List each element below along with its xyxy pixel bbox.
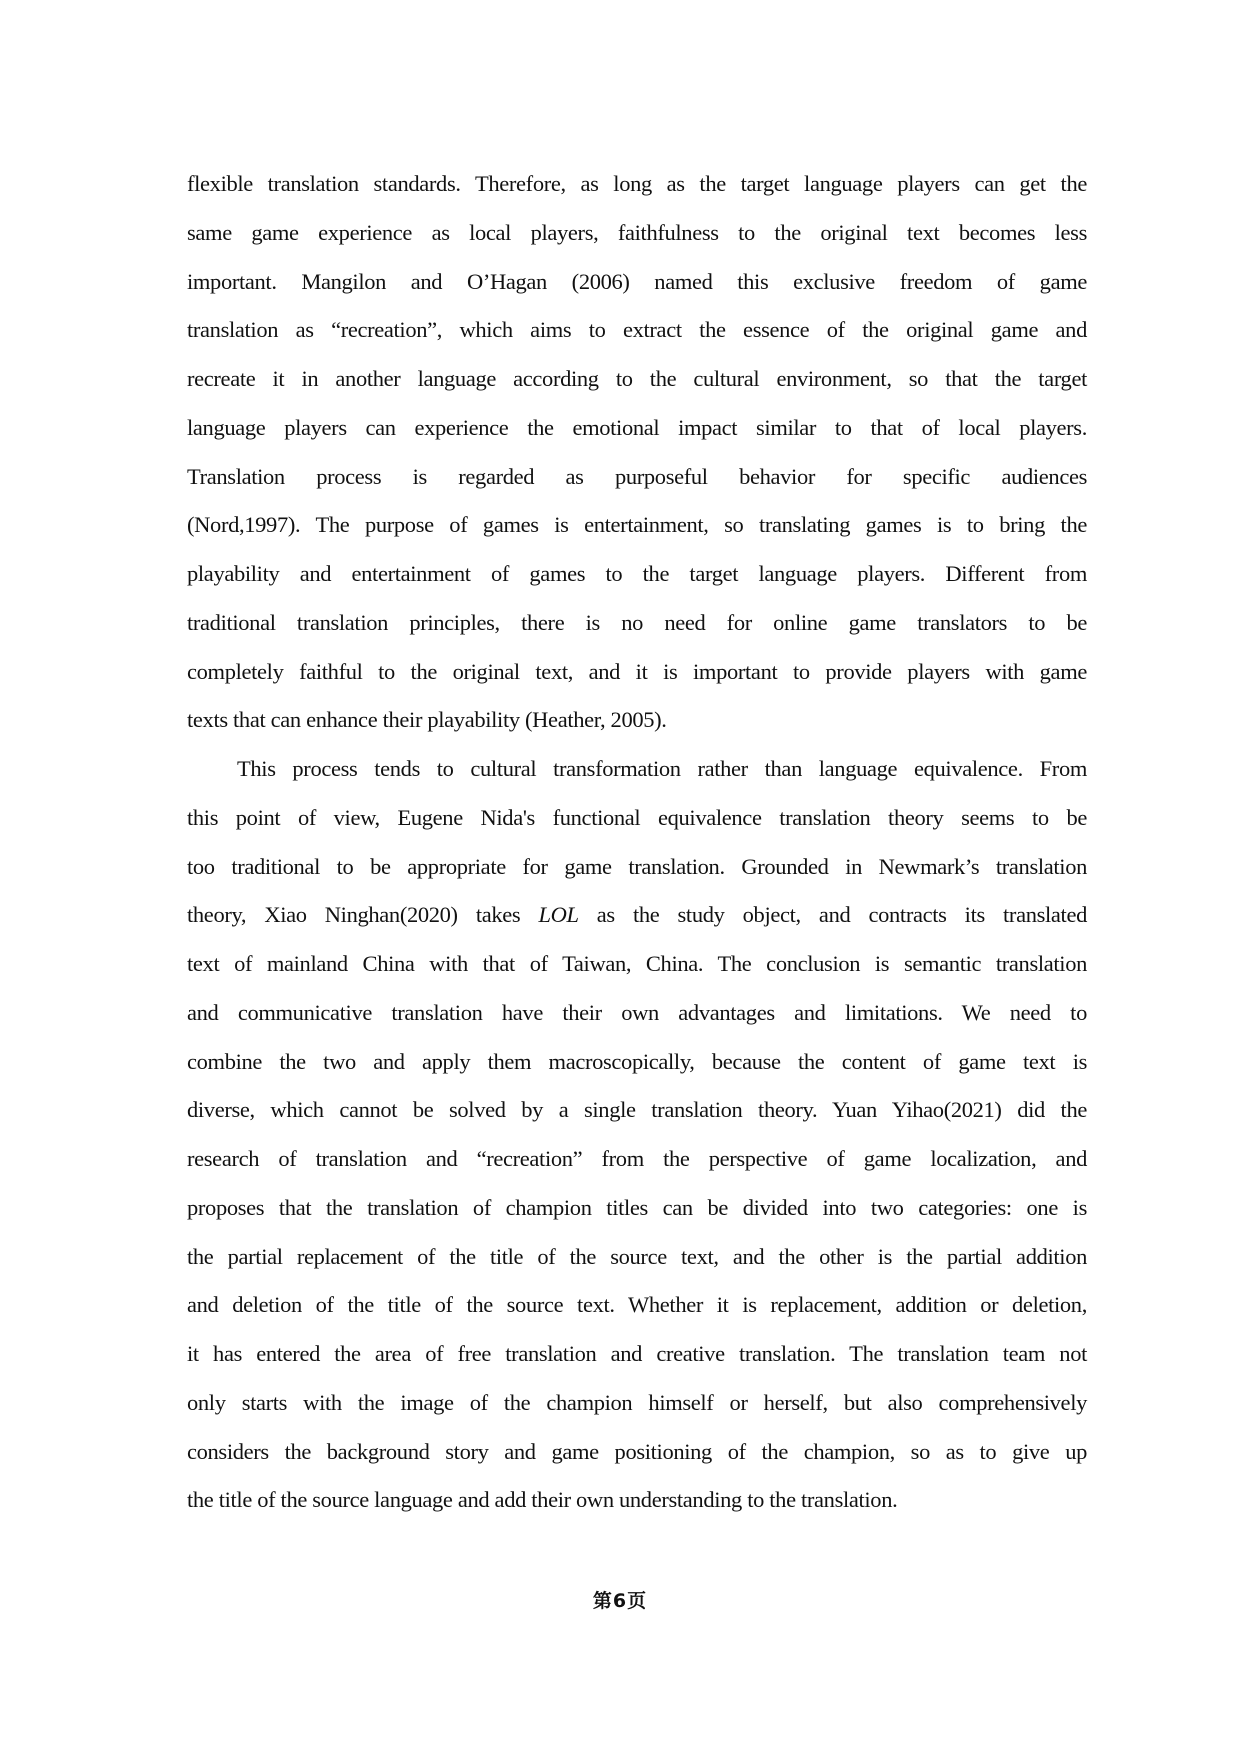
text-line: Translation process is regarded as purposeful behavior for specific audiences (187, 463, 1087, 489)
paragraph-1 (187, 160, 1087, 745)
text-line: translation as “recreation”, which aims to extract the essence of the original game and (187, 317, 1087, 343)
text-line: the partial replacement of the title of the source text, and the other is the partial addition (187, 1243, 1087, 1269)
text-line: and communicative translation have their own advantages and limitations. We need to (187, 999, 1087, 1025)
text-line: and deletion of the title of the source text. Whether it is replacement, addition or deletion, (187, 1292, 1087, 1318)
text-line: recreate it in another language according to the cultural environment, so that the target (187, 366, 1087, 391)
text-line: research of translation and “recreation” from the perspective of game localization, and (187, 1146, 1087, 1171)
text-line: playability and entertainment of games to the target language players. Different from (187, 561, 1087, 586)
text-line: traditional translation principles, there is no need for online game translators to be (187, 609, 1087, 635)
text-line: considers the background story and game positioning of the champion, so as to give up (187, 1438, 1087, 1464)
text-line: same game experience as local players, faithfulness to the original text becomes less (187, 219, 1087, 245)
text-line: the title of the source language and add their own understanding to the translation. (187, 1487, 898, 1513)
body-text (187, 160, 1087, 1525)
text-line: (Nord,1997). The purpose of games is entertainment, so translating games is to bring the (187, 512, 1087, 538)
text-line: combine the two and apply them macroscopically, because the content of game text is (187, 1048, 1087, 1074)
text-line: This process tends to cultural transformation rather than language equivalence. From (237, 756, 1087, 781)
text-line: theory, Xiao Ninghan(2020) takes LOL as the study object, and contracts its translated (187, 902, 1087, 928)
text-line: language players can experience the emotional impact similar to that of local players. (187, 414, 1087, 440)
text-line: it has entered the area of free translation and creative translation. The translation team not (187, 1341, 1087, 1366)
page-number: 第6页 (592, 1590, 648, 1612)
text-line: only starts with the image of the champion himself or herself, but also comprehensively (187, 1389, 1087, 1415)
work-title-italic: LOL (538, 902, 579, 928)
text-line: diverse, which cannot be solved by a single translation theory. Yuan Yihao(2021) did the (187, 1097, 1087, 1123)
text-line: texts that can enhance their playability (Heather, 2005). (187, 707, 667, 733)
text-line: text of mainland China with that of Taiwan, China. The conclusion is semantic translation (187, 951, 1087, 976)
text-line: this point of view, Eugene Nida's functional equivalence translation theory seems to be (187, 804, 1087, 830)
text-line: completely faithful to the original text, and it is important to provide players with game (187, 658, 1087, 684)
text-line: too traditional to be appropriate for game translation. Grounded in Newmark’s translation (187, 853, 1087, 879)
text-line: important. Mangilon and O’Hagan (2006) named this exclusive freedom of game (187, 268, 1087, 294)
text-line: flexible translation standards. Therefore, as long as the target language players can get the (187, 171, 1087, 196)
text-line: proposes that the translation of champion titles can be divided into two categories: one is (187, 1194, 1087, 1220)
paragraph-2 (187, 745, 1087, 1525)
